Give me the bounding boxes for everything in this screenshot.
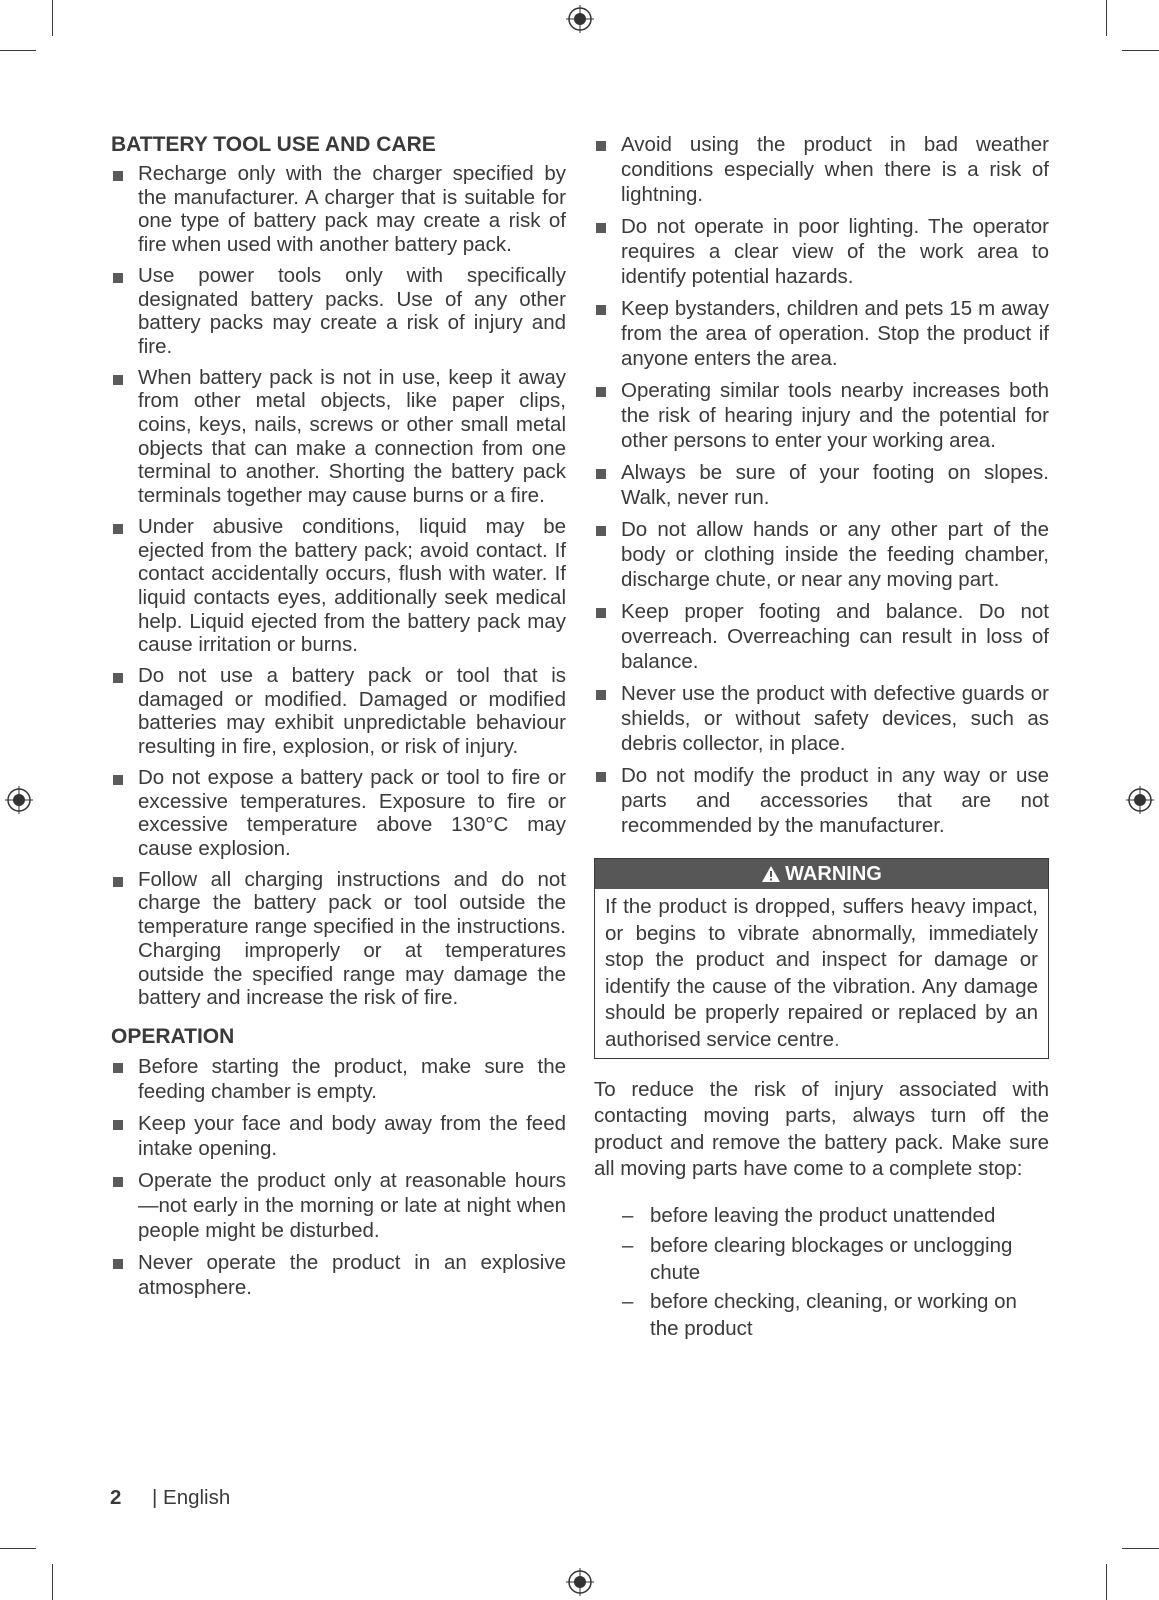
section-heading-battery: BATTERY TOOL USE AND CARE [111, 133, 436, 156]
list-item: Never use the product with defective guards or shields, or without safety devices, such as debris collector, in place. [594, 681, 1049, 756]
crop-mark [0, 1548, 36, 1549]
list-item: Avoid using the product in bad weather conditions especially when there is a risk of lightning. [594, 132, 1049, 207]
list-item: Do not expose a battery pack or tool to fire or excessive temperatures. Exposure to fire or excessive temperature above 130°C may cause explosion. [111, 766, 566, 861]
left-column [111, 132, 566, 1307]
list-item: Do not allow hands or any other part of the body or clothing inside the feeding chamber, discharge chute, or near any moving part. [594, 517, 1049, 592]
registration-mark-icon [5, 786, 33, 814]
crop-mark [1122, 50, 1159, 51]
list-item: Before starting the product, make sure the feeding chamber is empty. [111, 1054, 566, 1104]
operation-list-right [594, 132, 1049, 838]
page-number: 2 [110, 1486, 122, 1509]
list-item: Do not modify the product in any way or use parts and accessories that are not recommended by the manufacturer. [594, 763, 1049, 838]
warning-trailing-dot: . [834, 1027, 840, 1051]
list-item: Keep your face and body away from the feed intake opening. [111, 1111, 566, 1161]
list-item: Under abusive conditions, liquid may be ejected from the battery pack; avoid contact. If contact accidentally occurs, flush with water. If liquid contacts eyes, additionally seek medical help. Liquid ejected from the battery pack may cause irritation or burns. [111, 515, 566, 657]
list-item: Do not use a battery pack or tool that is damaged or modified. Damaged or modified batteries may exhibit unpredictable behaviour resulting in fire, explosion, or risk of injury. [111, 664, 566, 759]
registration-mark-icon [566, 1568, 594, 1596]
list-item: Do not operate in poor lighting. The operator requires a clear view of the work area to identify potential hazards. [594, 214, 1049, 289]
operation-list-left [111, 1054, 566, 1300]
warning-label: WARNING [785, 863, 882, 885]
battery-list [111, 162, 566, 1010]
list-item: When battery pack is not in use, keep it away from other metal objects, like paper clips, coins, keys, nails, screws or other small metal objects that can make a connection from one terminal to another. Shorting the battery pack terminals together may cause burns or a fire. [111, 366, 566, 508]
list-item: Never operate the product in an explosive atmosphere. [111, 1250, 566, 1300]
list-item: Keep bystanders, children and pets 15 m away from the area of operation. Stop the product if anyone enters the area. [594, 296, 1049, 371]
list-item: Recharge only with the charger specified by the manufacturer. A charger that is suitable for one type of battery pack may create a risk of fire when used with another battery pack. [111, 162, 566, 257]
list-item: – before clearing blockages or unclogging chute [594, 1233, 1049, 1286]
page-footer [110, 1486, 230, 1510]
right-column [594, 132, 1049, 1345]
list-item: – before checking, cleaning, or working on the product [594, 1289, 1049, 1342]
crop-mark [52, 0, 53, 36]
warning-triangle-icon [761, 865, 781, 883]
list-item: Keep proper footing and balance. Do not overreach. Overreaching can result in loss of balance. [594, 599, 1049, 674]
registration-mark-icon [1126, 786, 1154, 814]
list-item: Operate the product only at reasonable hours—not early in the morning or late at night when people might be disturbed. [111, 1168, 566, 1243]
crop-mark [52, 1564, 53, 1600]
crop-mark [1122, 1548, 1159, 1549]
list-item: – before leaving the product unattended [594, 1203, 1049, 1230]
list-item: Always be sure of your footing on slopes. Walk, never run. [594, 460, 1049, 510]
stop-paragraph: To reduce the risk of injury associated with contacting moving parts, always turn off the product and remove the battery pack. Make sure all moving parts have come to a complete stop: [594, 1077, 1049, 1181]
list-item: Follow all charging instructions and do not charge the battery pack or tool outside the temperature range specified in the instructions. Charging improperly or at temperatures outside the specified range may damage the battery and increase the risk of fire. [111, 868, 566, 1010]
warning-box [594, 858, 1049, 1059]
list-item: Operating similar tools nearby increases both the risk of hearing injury and the potential for other persons to enter your working area. [594, 378, 1049, 453]
warning-header [595, 859, 1048, 889]
list-item: Use power tools only with specifically designated battery packs. Use of any other battery packs may create a risk of injury and fire. [111, 264, 566, 359]
crop-mark [1106, 1564, 1107, 1600]
warning-text [595, 889, 1048, 1058]
section-heading-operation: OPERATION [111, 1024, 235, 1048]
footer-language: | English [152, 1486, 231, 1509]
registration-mark-icon [566, 5, 594, 33]
warning-body: If the product is dropped, suffers heavy impact, or begins to vibrate abnormally, immediately stop the product and inspect for damage or identify the cause of the vibration. Any damage should be properly repaired or replaced by an authorised service centre [605, 895, 1038, 1051]
stop-list [594, 1203, 1049, 1342]
crop-mark [1106, 0, 1107, 36]
crop-mark [0, 50, 36, 51]
